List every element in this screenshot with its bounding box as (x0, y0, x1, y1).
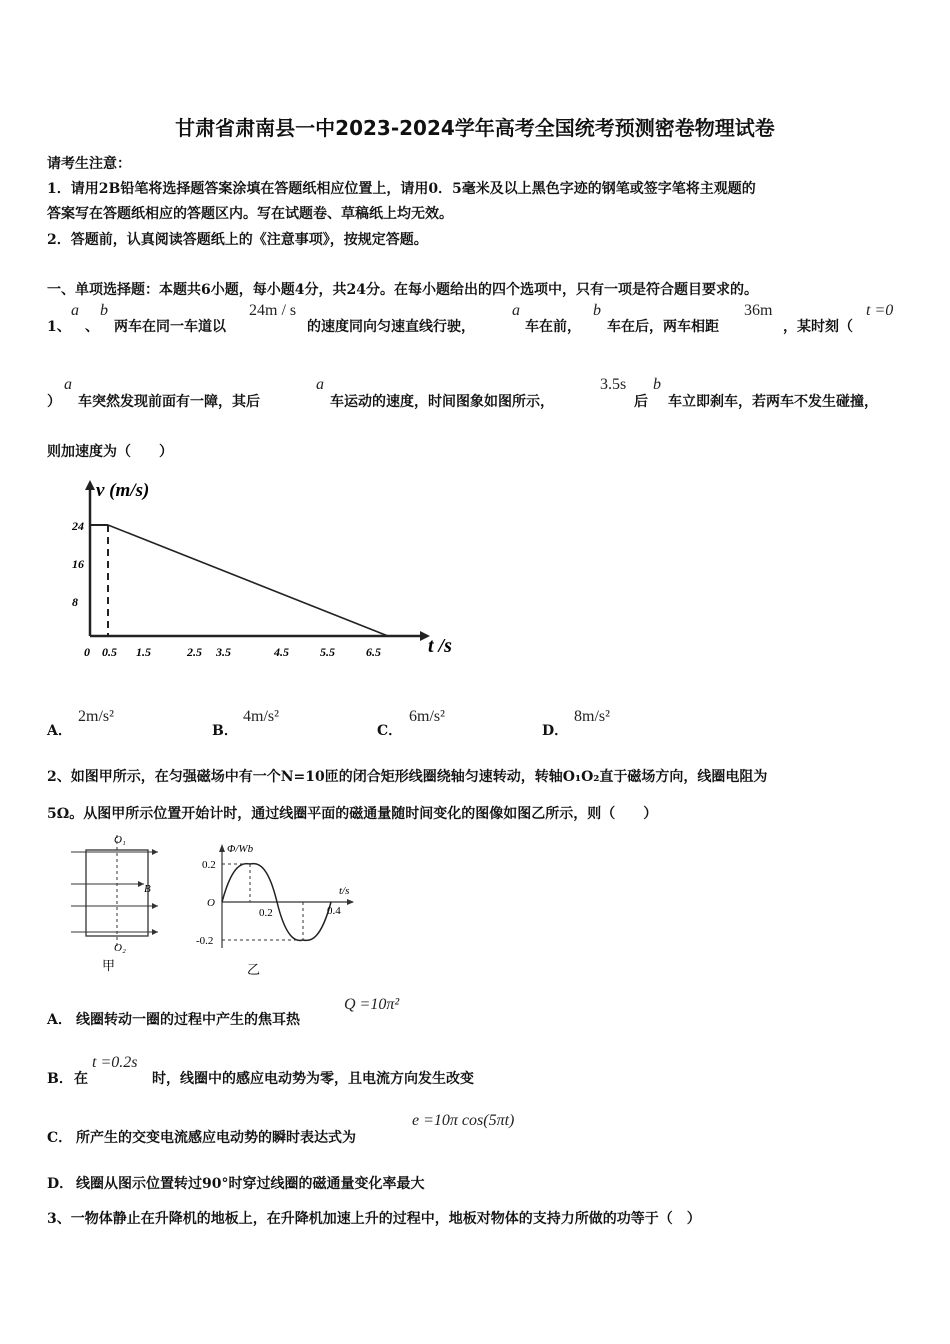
q2-option-c-formula: e =10π cos(5πt) (412, 1112, 515, 1129)
q1-line2-d: 后 (634, 394, 648, 410)
q2-option-a-text: 线圈转动一圈的过程中产生的焦耳热 (76, 1012, 300, 1028)
q2-option-b-text-1: 在 (74, 1071, 88, 1087)
q1-var-a: a (71, 302, 79, 319)
section-heading: 一、单项选择题：本题共6小题，每小题4分，共24分。在每小题给出的四个选项中，只有一项是符合题目要求的。 (47, 282, 758, 298)
axis-label-o2: O₂ (114, 942, 126, 954)
t-arrow-icon (347, 899, 354, 905)
arrow-icon (152, 849, 158, 855)
x-tick: 6.5 (366, 645, 381, 659)
page-title: 甘肃省肃南县一中2023-2024学年高考全国统考预测密卷物理试卷 (175, 116, 775, 140)
q1-distance: 36m (744, 302, 773, 319)
q1-var-b: b (100, 302, 108, 319)
y-tick-8: 8 (72, 595, 78, 609)
y-arrow-icon (85, 480, 95, 490)
q1-text-3: 车在前， (525, 319, 581, 335)
q1-option-d-value: 8m/s² (574, 708, 610, 725)
notice-heading: 请考生注意： (47, 156, 131, 172)
x-tick: 1.5 (136, 645, 151, 659)
phi-axis-label: Φ/Wb (227, 843, 254, 855)
y-axis-label: v (m/s) (96, 480, 150, 501)
q1-number: 1、 (47, 319, 71, 335)
arrow-icon (152, 929, 158, 935)
x-axis-label: t /s (428, 635, 452, 657)
q1-option-d-label[interactable]: D． (542, 723, 569, 739)
q2-option-b-label[interactable]: B． (47, 1071, 73, 1087)
y-tick-16: 16 (72, 557, 84, 571)
t-axis-label: t/s (339, 885, 350, 897)
q1-velocity-graph (70, 476, 480, 666)
x-tick: 4.5 (274, 645, 289, 659)
q2-option-d-text: 线圈从图示位置转过90°时穿过线圈的磁通量变化率最大 (76, 1176, 425, 1192)
q1-text-1: 两车在同一车道以 (114, 319, 226, 335)
q1-line2-c: 车运动的速度，时间图象如图所示， (330, 394, 554, 410)
field-label-b: B (144, 883, 151, 895)
q2-option-a-formula: Q =10π² (344, 996, 400, 1013)
q1-option-b-value: 4m/s² (243, 708, 279, 725)
axis-label-o1: O₁ (114, 834, 126, 846)
q2-option-c-label[interactable]: C． (47, 1130, 73, 1146)
q2-option-d-label[interactable]: D． (47, 1176, 74, 1192)
x-tick: 3.5 (216, 645, 231, 659)
q1-var-b-3: b (653, 376, 661, 393)
q1-speed: 24m / s (249, 302, 297, 319)
tick-positive: 0.2 (202, 859, 216, 871)
arrow-icon (152, 903, 158, 909)
q2-option-b-text-2: 时，线圈中的感应电动势为零，且电流方向发生改变 (152, 1071, 474, 1087)
figure-caption-a: 甲 (102, 958, 116, 973)
q2-line-2: 5Ω。从图甲所示位置开始计时，通过线圈平面的磁通量随时间变化的图像如图乙所示，则（ ） (47, 806, 658, 822)
q1-var-a-2: a (512, 302, 520, 319)
notice-line-2: 答案写在答题纸相应的答题区内。写在试题卷、草稿纸上均无效。 (47, 206, 453, 222)
origin-label: O (207, 897, 215, 909)
q1-text-2: 的速度同向匀速直线行驶， (307, 319, 475, 335)
q2-figure-b (193, 838, 358, 980)
q1-line3: 则加速度为（ ） (47, 444, 173, 460)
notice-line-3: 2．答题前，认真阅读答题纸上的《注意事项》，按规定答题。 (47, 232, 428, 248)
tick-0-2: 0.2 (259, 907, 273, 919)
q1-option-c-value: 6m/s² (409, 708, 445, 725)
origin-label: 0 (84, 645, 90, 659)
q1-var-a-4: a (316, 376, 324, 393)
q1-option-c-label[interactable]: C． (377, 723, 403, 739)
q1-line2-e: 车立即刹车，若两车不发生碰撞， (668, 394, 878, 410)
phi-arrow-icon (219, 844, 225, 852)
q1-sep: 、 (85, 319, 99, 335)
coil-rectangle (86, 850, 148, 936)
q1-option-a-value: 2m/s² (78, 708, 114, 725)
y-tick-24: 24 (72, 519, 84, 533)
q1-var-a-3: a (64, 376, 72, 393)
q2-option-a-label[interactable]: A． (47, 1012, 72, 1028)
q1-text-5: ，某时刻（ (783, 319, 853, 335)
q1-var-b-2: b (593, 302, 601, 319)
x-tick: 5.5 (320, 645, 335, 659)
notice-line-1: 1．请用2B铅笔将选择题答案涂填在答题纸相应位置上，请用0．5毫米及以上黑色字迹的钢笔或签字笔将主观题的 (47, 181, 756, 197)
q2-line-1: 2、如图甲所示，在匀强磁场中有一个N=10匝的闭合矩形线圈绕轴匀速转动，转轴O₁O₂直于磁场方向，线圈电阻为 (47, 769, 768, 785)
q1-line2-a: ） (47, 394, 61, 410)
q1-option-a-label[interactable]: A． (47, 723, 72, 739)
q1-line2-b: 车突然发现前面有一障，其后 (78, 394, 260, 410)
tick-negative: -0.2 (196, 935, 214, 947)
x-tick: 2.5 (187, 645, 202, 659)
q1-option-b-label[interactable]: B． (212, 723, 238, 739)
figure-caption-b: 乙 (247, 962, 261, 977)
q1-text-4: 车在后，两车相距 (607, 319, 719, 335)
velocity-decline (108, 525, 388, 636)
tick-0-4: 0.4 (327, 905, 341, 917)
q3-text: 3、一物体静止在升降机的地板上，在升降机加速上升的过程中，地板对物体的支持力所做的功等于（ ） (47, 1211, 701, 1227)
q1-t0: t =0 (866, 302, 894, 319)
q1-time: 3.5s (600, 376, 627, 393)
q2-option-b-formula: t =0.2s (92, 1054, 138, 1071)
q2-option-c-text: 所产生的交变电流感应电动势的瞬时表达式为 (76, 1130, 356, 1146)
x-tick: 0.5 (102, 645, 117, 659)
q2-figure-a (66, 830, 166, 976)
